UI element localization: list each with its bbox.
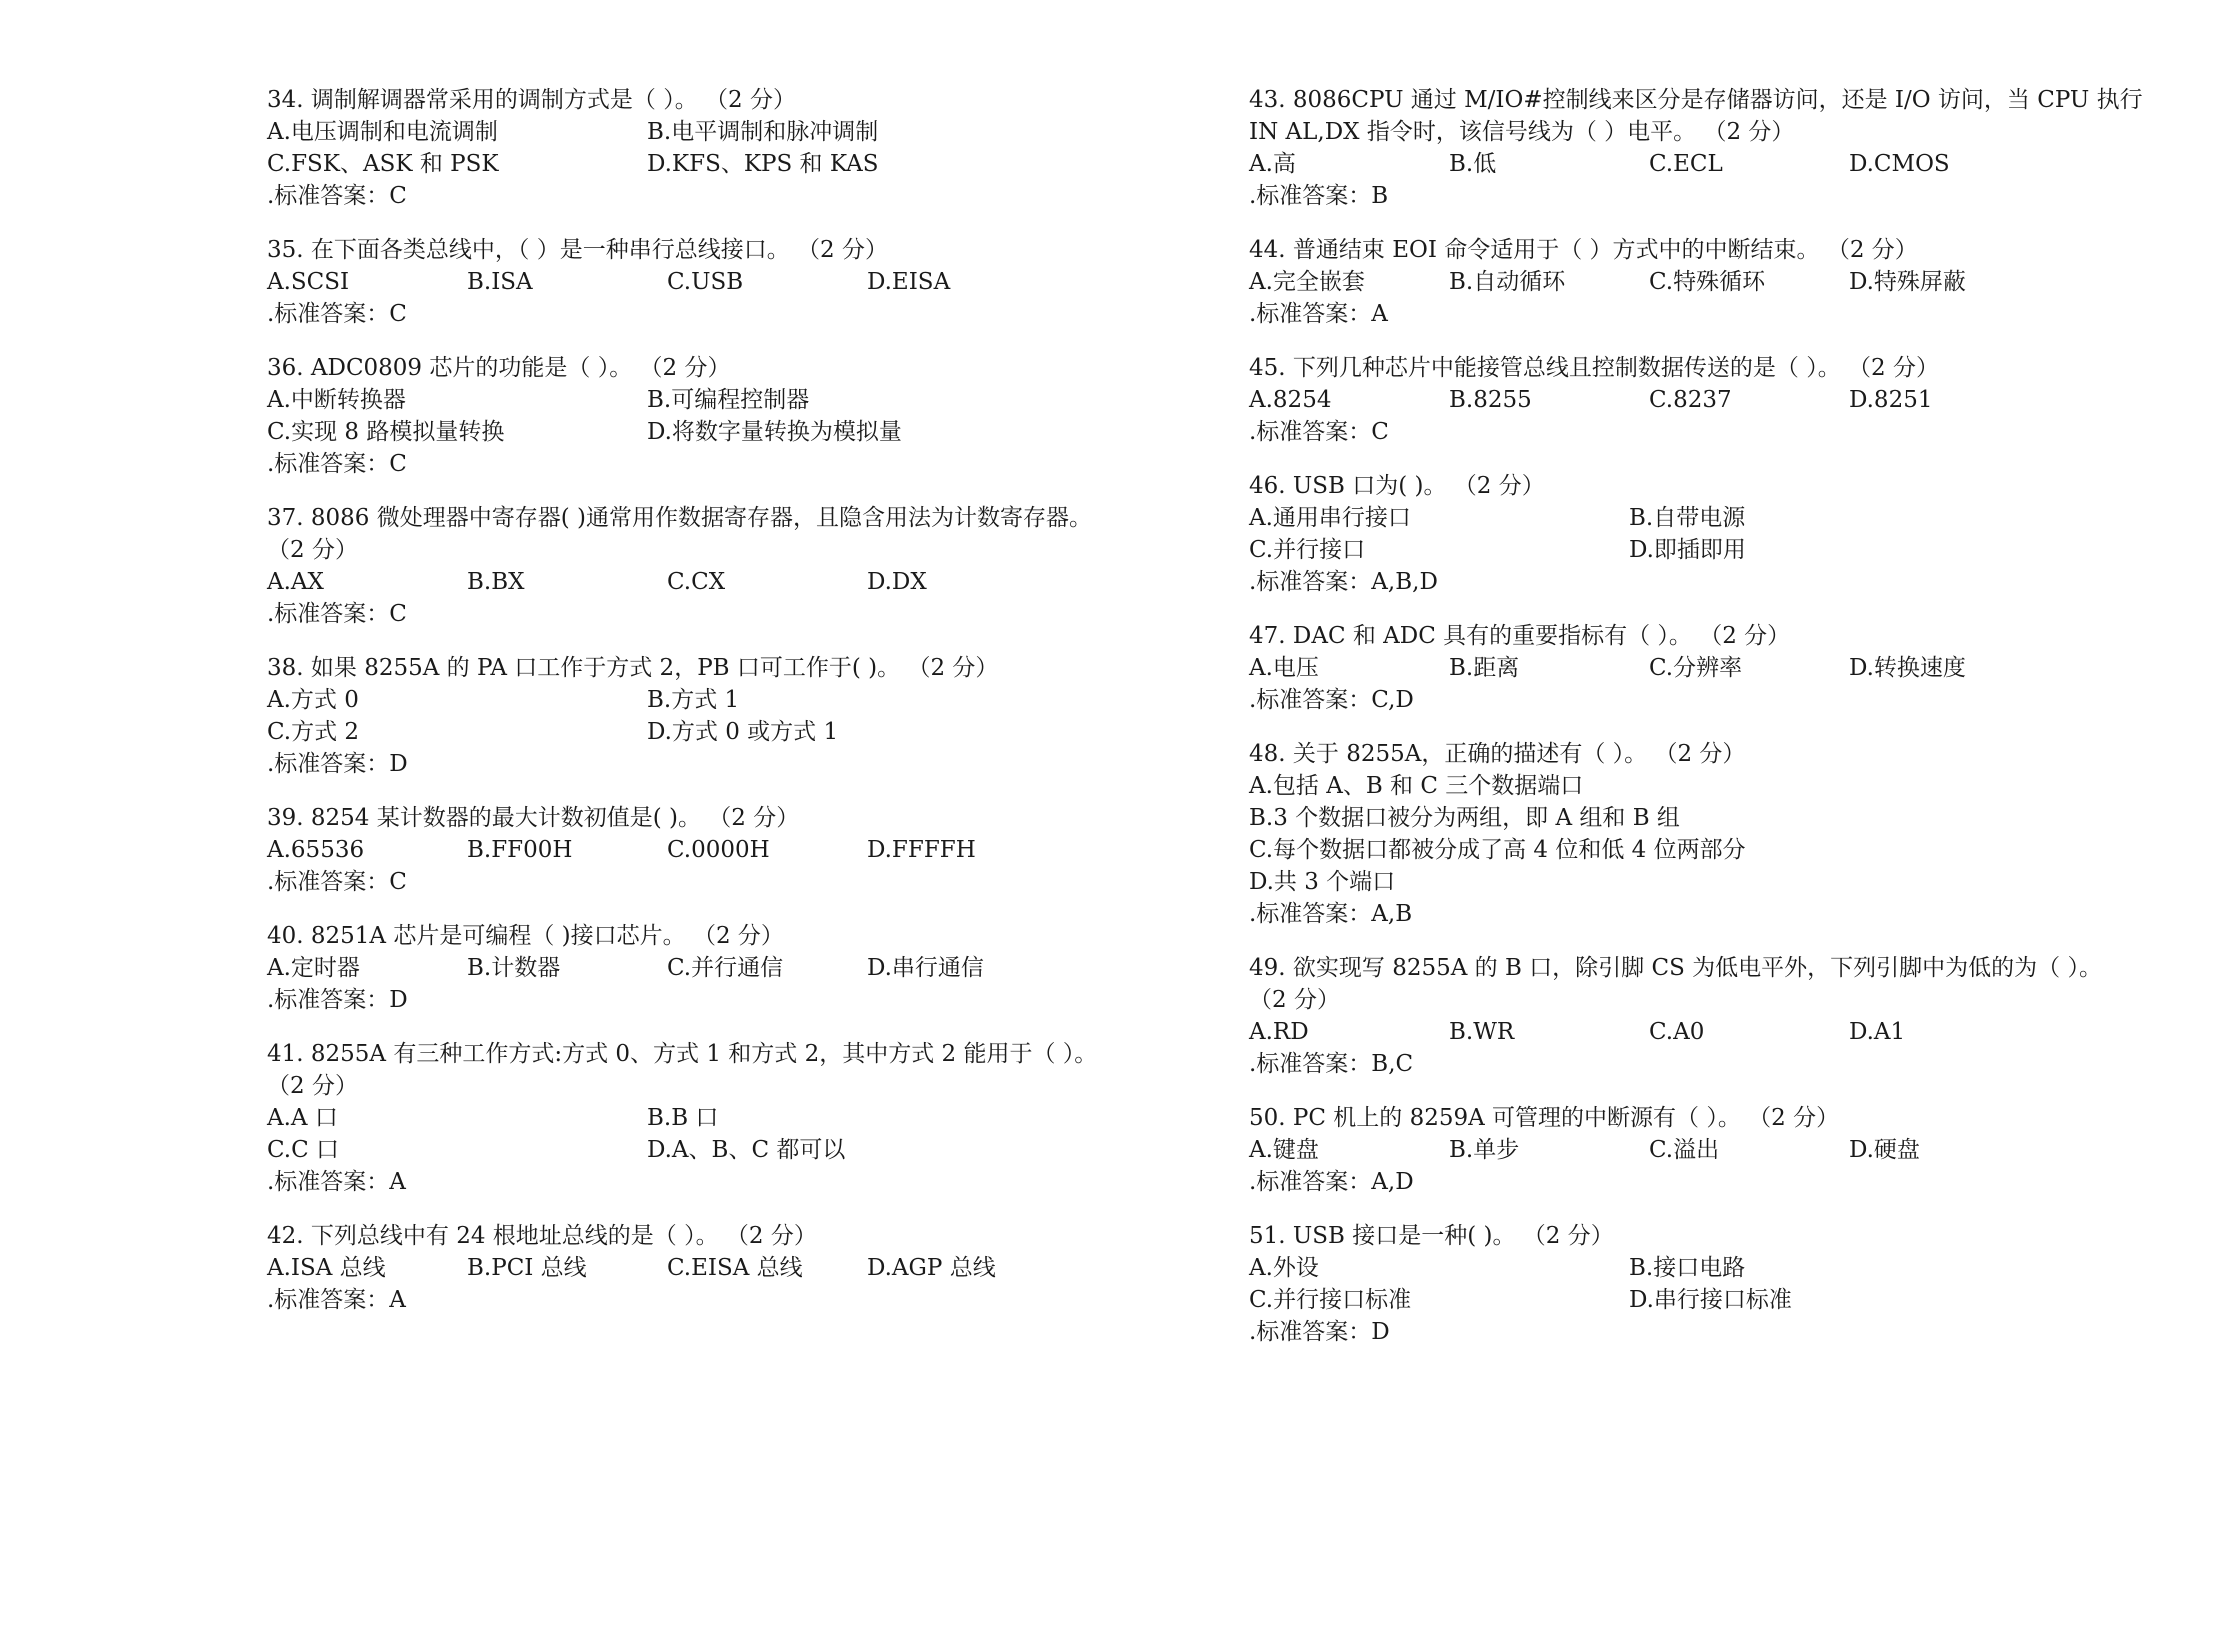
question-stem: 49. 欲实现写 8255A 的 B 口，除引脚 CS 为低电平外，下列引脚中为低的为（ ）。 xyxy=(1249,955,2102,981)
question-stem: 51. USB 接口是一种( )。 （2 分） xyxy=(1249,1223,1614,1249)
option-b: B.自带电源 xyxy=(1629,505,1746,531)
question-item xyxy=(1249,620,2154,716)
standard-answer: .标准答案：A,D xyxy=(1249,1169,1414,1195)
option-d: D.串行通信 xyxy=(867,955,984,981)
option-a: A.电压 xyxy=(1249,655,1319,681)
option-row xyxy=(267,116,1167,148)
standard-answer: .标准答案：A,B xyxy=(1249,901,1413,927)
option-row xyxy=(267,952,1167,984)
option-c: C.实现 8 路模拟量转换 xyxy=(267,419,505,445)
option-c: C.USB xyxy=(667,269,744,295)
option-b: B.PCI 总线 xyxy=(467,1255,587,1281)
option-d: D.AGP 总线 xyxy=(867,1255,996,1281)
option-row xyxy=(267,716,1167,748)
right-column xyxy=(1249,84,2154,1370)
option-row xyxy=(267,1134,1167,1166)
question-item xyxy=(1249,952,2154,1080)
option-c: C.8237 xyxy=(1649,387,1732,413)
option-row xyxy=(267,1252,1167,1284)
option-b: B.BX xyxy=(467,569,525,595)
option-d: D.EISA xyxy=(867,269,951,295)
option-d: D.A、B、C 都可以 xyxy=(647,1137,846,1163)
option-row xyxy=(1249,1016,2154,1048)
option-b: B.单步 xyxy=(1449,1137,1520,1163)
option-a: A.RD xyxy=(1249,1019,1309,1045)
option-row xyxy=(267,566,1167,598)
standard-answer: .标准答案：C xyxy=(267,601,407,627)
question-stem: 41. 8255A 有三种工作方式:方式 0、方式 1 和方式 2，其中方式 2 能用于（ ）。 xyxy=(267,1041,1098,1067)
option-c: C.ECL xyxy=(1649,151,1723,177)
standard-answer: .标准答案：A xyxy=(1249,301,1388,327)
standard-answer: .标准答案：B xyxy=(1249,183,1389,209)
option-d: D.即插即用 xyxy=(1629,537,1746,563)
option-a: A.通用串行接口 xyxy=(1249,505,1411,531)
option-a: A.包括 A、B 和 C 三个数据端口 xyxy=(1249,773,1584,799)
option-c: C.分辨率 xyxy=(1649,655,1743,681)
option-row xyxy=(1249,1134,2154,1166)
option-row xyxy=(267,416,1167,448)
question-stem: 47. DAC 和 ADC 具有的重要指标有（ ）。 （2 分） xyxy=(1249,623,1791,649)
question-item xyxy=(267,352,1167,480)
option-a: A.方式 0 xyxy=(267,687,359,713)
question-stem-continued: （2 分） xyxy=(267,537,358,563)
option-d: D.方式 0 或方式 1 xyxy=(647,719,839,745)
question-item xyxy=(1249,738,2154,930)
option-b: B.方式 1 xyxy=(647,687,740,713)
option-c: C.每个数据口都被分成了高 4 位和低 4 位两部分 xyxy=(1249,837,1746,863)
option-row xyxy=(267,684,1167,716)
question-stem: 40. 8251A 芯片是可编程（ )接口芯片。 （2 分） xyxy=(267,923,784,949)
option-row xyxy=(1249,148,2154,180)
question-stem-continued: IN AL,DX 指令时，该信号线为（ ）电平。 （2 分） xyxy=(1249,119,1795,145)
question-item xyxy=(1249,84,2154,212)
option-d: D.CMOS xyxy=(1849,151,1950,177)
question-stem: 36. ADC0809 芯片的功能是（ ）。 （2 分） xyxy=(267,355,731,381)
question-stem: 38. 如果 8255A 的 PA 口工作于方式 2，PB 口可工作于( )。 （2 分） xyxy=(267,655,999,681)
question-stem: 45. 下列几种芯片中能接管总线且控制数据传送的是（ ）。 （2 分） xyxy=(1249,355,1939,381)
standard-answer: .标准答案：C xyxy=(267,183,407,209)
option-b: B.接口电路 xyxy=(1629,1255,1746,1281)
question-stem: 44. 普通结束 EOI 命令适用于（ ）方式中的中断结束。 （2 分） xyxy=(1249,237,1918,263)
option-d: D.串行接口标准 xyxy=(1629,1287,1792,1313)
option-row xyxy=(267,266,1167,298)
option-row xyxy=(1249,266,2154,298)
question-item xyxy=(1249,470,2154,598)
option-b: B.FF00H xyxy=(467,837,573,863)
option-d: D.FFFFH xyxy=(867,837,976,863)
option-a: A.高 xyxy=(1249,151,1296,177)
option-row xyxy=(1249,652,2154,684)
question-stem: 42. 下列总线中有 24 根地址总线的是（ ）。 （2 分） xyxy=(267,1223,817,1249)
option-a: A.8254 xyxy=(1249,387,1332,413)
option-row xyxy=(1249,384,2154,416)
option-a: A.SCSI xyxy=(267,269,350,295)
question-item xyxy=(267,502,1167,630)
question-item xyxy=(267,802,1167,898)
standard-answer: .标准答案：C xyxy=(267,869,407,895)
option-row xyxy=(1249,502,2154,534)
question-item xyxy=(267,1220,1167,1316)
option-b: B.8255 xyxy=(1449,387,1532,413)
question-item xyxy=(267,234,1167,330)
question-stem-continued: （2 分） xyxy=(1249,987,1340,1013)
question-stem: 50. PC 机上的 8259A 可管理的中断源有（ ）。 （2 分） xyxy=(1249,1105,1840,1131)
question-stem: 35. 在下面各类总线中，（ ）是一种串行总线接口。 （2 分） xyxy=(267,237,888,263)
standard-answer: .标准答案：C,D xyxy=(1249,687,1414,713)
option-d: D.共 3 个端口 xyxy=(1249,869,1396,895)
option-b: B.可编程控制器 xyxy=(647,387,810,413)
question-item xyxy=(267,920,1167,1016)
option-d: D.特殊屏蔽 xyxy=(1849,269,1966,295)
option-a: A.AX xyxy=(267,569,324,595)
standard-answer: .标准答案：A xyxy=(267,1169,406,1195)
option-b: B.计数器 xyxy=(467,955,561,981)
option-c: C.CX xyxy=(667,569,726,595)
option-c: C.并行通信 xyxy=(667,955,784,981)
option-row xyxy=(1249,1284,2154,1316)
option-d: D.硬盘 xyxy=(1849,1137,1920,1163)
question-item xyxy=(1249,1102,2154,1198)
question-stem: 48. 关于 8255A，正确的描述有（ ）。 （2 分） xyxy=(1249,741,1746,767)
option-c: C.FSK、ASK 和 PSK xyxy=(267,151,499,177)
question-stem-continued: （2 分） xyxy=(267,1073,358,1099)
question-item xyxy=(1249,352,2154,448)
option-d: D.A1 xyxy=(1849,1019,1906,1045)
option-c: C.0000H xyxy=(667,837,770,863)
option-a: A.电压调制和电流调制 xyxy=(267,119,498,145)
option-a: A.键盘 xyxy=(1249,1137,1319,1163)
question-item xyxy=(267,652,1167,780)
option-b: B.WR xyxy=(1449,1019,1515,1045)
standard-answer: .标准答案：B,C xyxy=(1249,1051,1414,1077)
left-column xyxy=(267,84,1167,1338)
standard-answer: .标准答案：D xyxy=(1249,1319,1390,1345)
option-d: D.将数字量转换为模拟量 xyxy=(647,419,902,445)
question-stem: 34. 调制解调器常采用的调制方式是（ ）。 （2 分） xyxy=(267,87,796,113)
option-b: B.自动循环 xyxy=(1449,269,1566,295)
option-row xyxy=(1249,534,2154,566)
option-d: D.KFS、KPS 和 KAS xyxy=(647,151,879,177)
option-b: B.低 xyxy=(1449,151,1497,177)
option-c: C.特殊循环 xyxy=(1649,269,1766,295)
option-row xyxy=(267,1102,1167,1134)
option-row xyxy=(267,148,1167,180)
option-c: C.EISA 总线 xyxy=(667,1255,803,1281)
option-c: C.C 口 xyxy=(267,1137,339,1163)
question-stem: 39. 8254 某计数器的最大计数初值是( )。 （2 分） xyxy=(267,805,800,831)
option-a: A.65536 xyxy=(267,837,365,863)
option-b: B.B 口 xyxy=(647,1105,719,1131)
question-item xyxy=(1249,234,2154,330)
option-c: C.A0 xyxy=(1649,1019,1705,1045)
question-stem: 37. 8086 微处理器中寄存器( )通常用作数据寄存器，且隐含用法为计数寄存器。 xyxy=(267,505,1092,531)
option-b: B.距离 xyxy=(1449,655,1520,681)
standard-answer: .标准答案：A xyxy=(267,1287,406,1313)
question-item xyxy=(267,1038,1167,1198)
standard-answer: .标准答案：D xyxy=(267,751,408,777)
option-a: A.ISA 总线 xyxy=(267,1255,386,1281)
question-stem: 46. USB 口为( )。 （2 分） xyxy=(1249,473,1545,499)
option-a: A.完全嵌套 xyxy=(1249,269,1365,295)
standard-answer: .标准答案：A,B,D xyxy=(1249,569,1438,595)
option-b: B.电平调制和脉冲调制 xyxy=(647,119,879,145)
option-b: B.ISA xyxy=(467,269,533,295)
option-b: B.3 个数据口被分为两组，即 A 组和 B 组 xyxy=(1249,805,1680,831)
standard-answer: .标准答案：D xyxy=(267,987,408,1013)
option-row xyxy=(1249,1252,2154,1284)
option-a: A.外设 xyxy=(1249,1255,1319,1281)
option-a: A.定时器 xyxy=(267,955,360,981)
option-c: C.方式 2 xyxy=(267,719,360,745)
option-row xyxy=(267,384,1167,416)
standard-answer: .标准答案：C xyxy=(1249,419,1389,445)
standard-answer: .标准答案：C xyxy=(267,301,407,327)
question-item xyxy=(1249,1220,2154,1348)
option-c: C.并行接口 xyxy=(1249,537,1366,563)
option-c: C.溢出 xyxy=(1649,1137,1720,1163)
option-d: D.DX xyxy=(867,569,927,595)
question-item xyxy=(267,84,1167,212)
standard-answer: .标准答案：C xyxy=(267,451,407,477)
option-d: D.转换速度 xyxy=(1849,655,1966,681)
question-stem: 43. 8086CPU 通过 M/IO#控制线来区分是存储器访问，还是 I/O 访问，当 CPU 执行 xyxy=(1249,87,2143,113)
option-row xyxy=(267,834,1167,866)
option-a: A.中断转换器 xyxy=(267,387,406,413)
option-c: C.并行接口标准 xyxy=(1249,1287,1412,1313)
option-a: A.A 口 xyxy=(267,1105,338,1131)
option-d: D.8251 xyxy=(1849,387,1933,413)
